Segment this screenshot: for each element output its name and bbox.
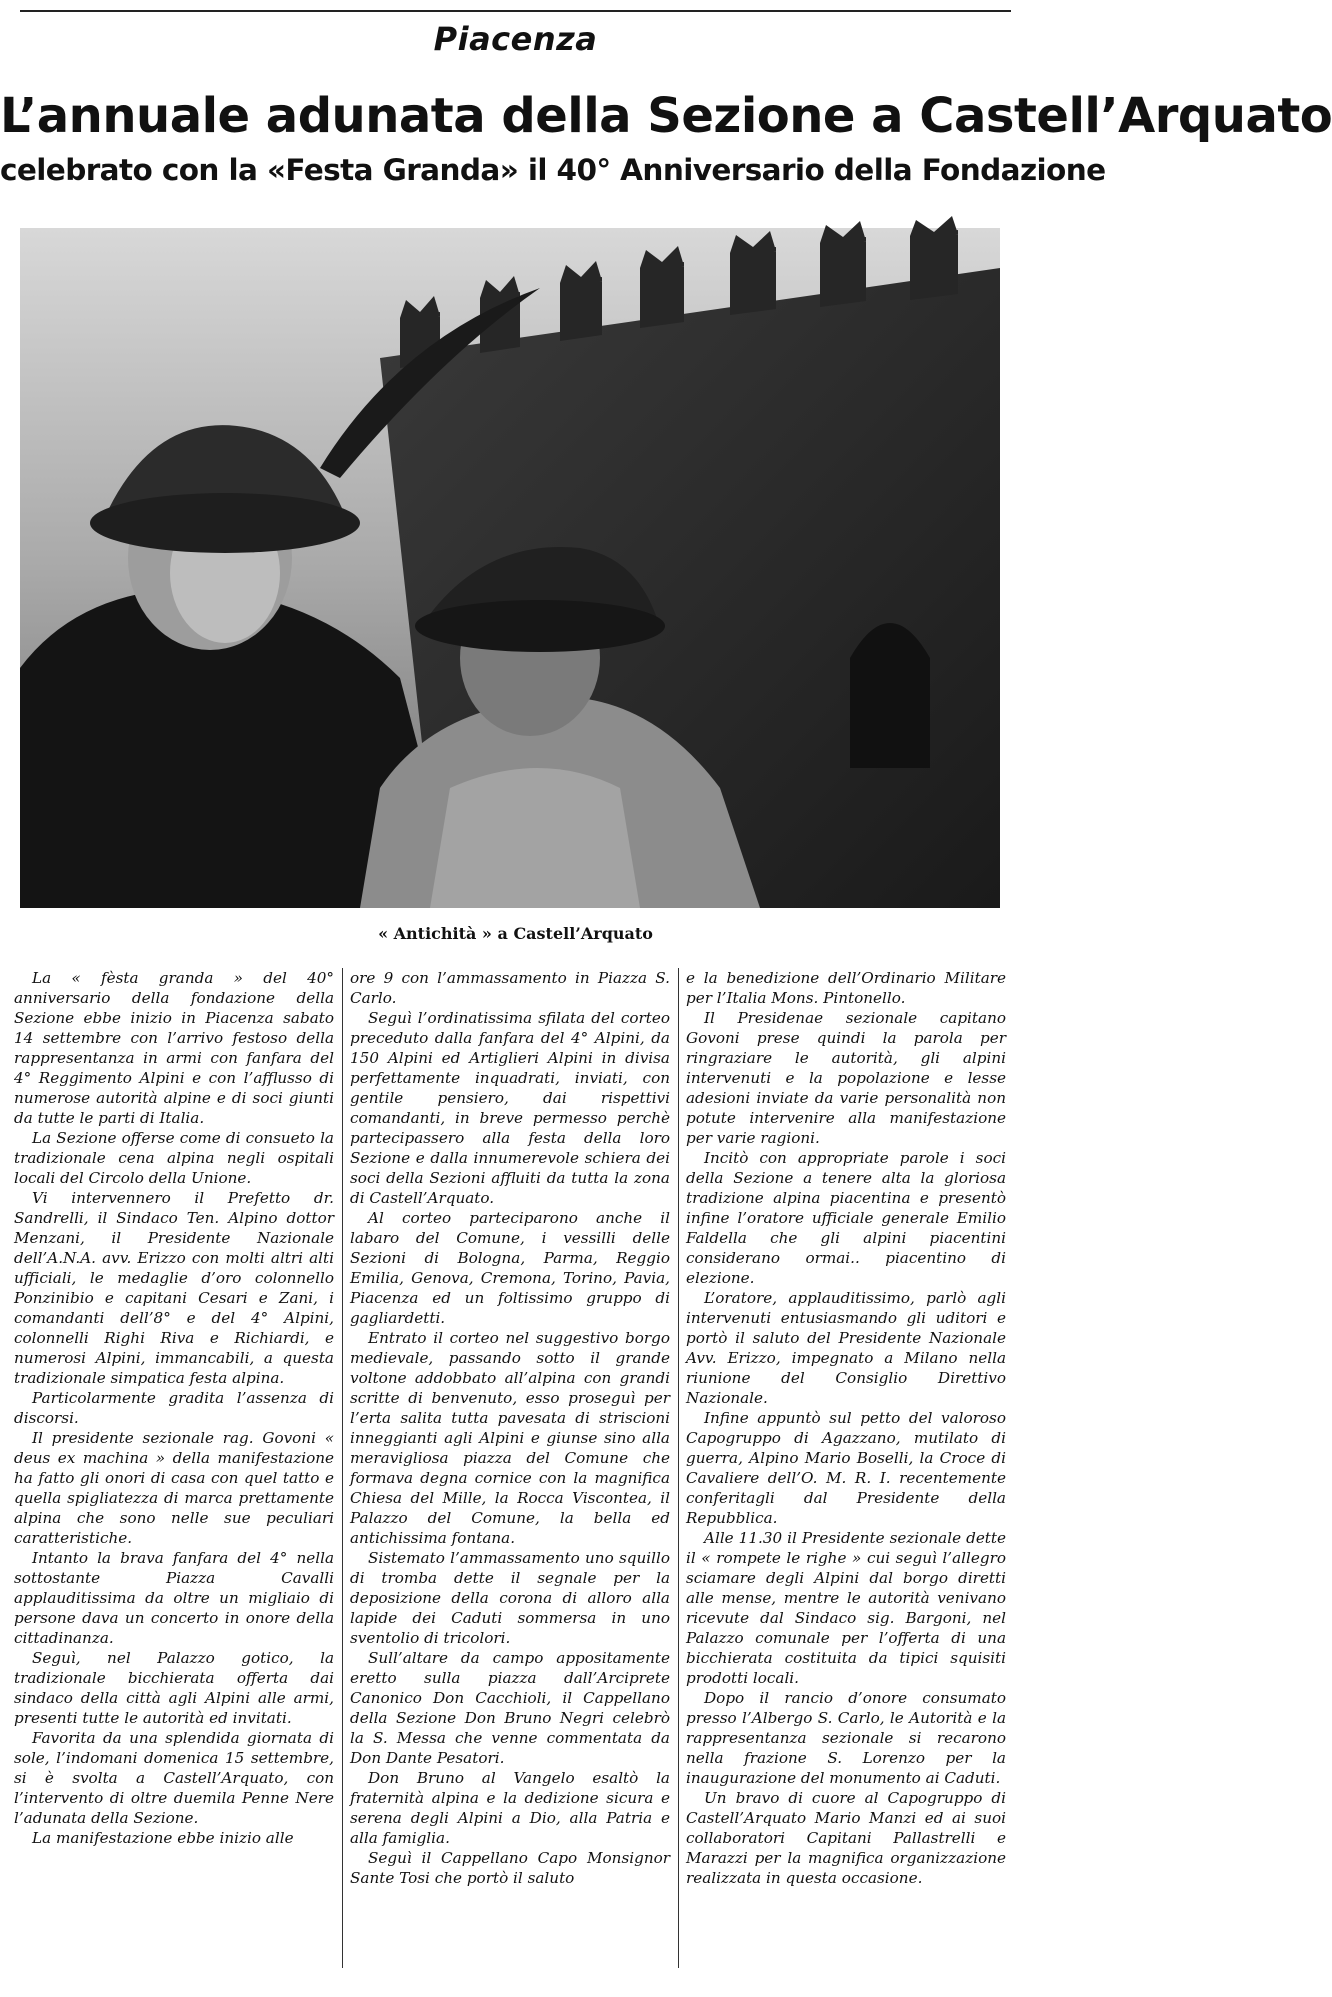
- paragraph: Al corteo parteciparono anche il labaro del Comune, i vessilli delle Sezioni di Bologna, Parma, Reggio Emilia, Genova, Cremona, Torino, Pavia, Piacenza ed un foltissimo gruppo di gagliardetti.: [350, 1209, 670, 1327]
- section-title: Piacenza: [433, 20, 598, 58]
- paragraph: Vi intervennero il Prefetto dr. Sandrelli, il Sindaco Ten. Alpino dottor Menzani, il Presidente Nazionale dell’A.N.A. avv. Erizzo con molti altri alti ufficiali, le medaglie d’oro colonnello Ponzinibio e capitani Cesari e Zani, i comandanti dell’8° e del 4° Alpini, colonnelli Righi Riva e Richiardi, e numerosi Alpini, immancabili, a questa tradizionale simpatica festa alpina.: [14, 1189, 334, 1387]
- paragraph: Intanto la brava fanfara del 4° nella sottostante Piazza Cavalli applauditissima da oltre un migliaio di persone dava un concerto in onore della cittadinanza.: [14, 1549, 334, 1647]
- paragraph: Il presidente sezionale rag. Govoni « deus ex machina » della manifestazione ha fatto gli onori di casa con quel tatto e quella spigliatezza di marca prettamente alpina che sono nelle sue peculiari caratteristiche.: [14, 1429, 334, 1547]
- article-column-1: [14, 968, 334, 1848]
- paragraph: Sull’altare da campo appositamente eretto sulla piazza dall’Arciprete Canonico Don Cacchioli, il Cappellano della Sezione Don Bruno Negri celebrò la S. Messa che venne commentata da Don Dante Pesatori.: [350, 1649, 670, 1767]
- paragraph: La Sezione offerse come di consueto la tradizionale cena alpina negli ospitali locali del Circolo della Unione.: [14, 1129, 334, 1187]
- paragraph: Seguì, nel Palazzo gotico, la tradizionale bicchierata offerta dai sindaco della città agli Alpini alle armi, presenti tutte le autorità ed invitati.: [14, 1649, 334, 1727]
- top-rule: [20, 10, 1011, 12]
- paragraph: Incitò con appropriate parole i soci della Sezione a tenere alta la gloriosa tradizione alpina piacentina e presentò infine l’oratore ufficiale generale Emilio Faldella che gli alpini piacentini considerano ormai.. piacentino di elezione.: [686, 1149, 1006, 1287]
- paragraph: e la benedizione dell’Ordinario Militare per l’Italia Mons. Pintonello.: [686, 969, 1006, 1007]
- paragraph: Dopo il rancio d’onore consumato presso l’Albergo S. Carlo, le Autorità e la rappresentanza sezionale si recarono nella frazione S. Lorenzo per la inaugurazione del monumento ai Caduti.: [686, 1689, 1006, 1787]
- article-photo: [20, 228, 1000, 908]
- paragraph: Particolarmente gradita l’assenza di discorsi.: [14, 1389, 334, 1427]
- paragraph: L’oratore, applauditissimo, parlò agli intervenuti entusiasmando gli uditori e portò il saluto del Presidente Nazionale Avv. Erizzo, impegnato a Milano nella riunione del Consiglio Direttivo Nazionale.: [686, 1289, 1006, 1407]
- paragraph: Sistemato l’ammassamento uno squillo di tromba dette il segnale per la deposizione della corona di alloro alla lapide dei Caduti sommersa in uno sventolio di tricolori.: [350, 1549, 670, 1647]
- headline: L’annuale adunata della Sezione a Castell’Arquato: [0, 88, 1332, 144]
- paragraph: La manifestazione ebbe inizio alle: [32, 1829, 294, 1847]
- paragraph: Infine appuntò sul petto del valoroso Capogruppo di Agazzano, mutilato di guerra, Alpino Mario Boselli, la Croce di Cavaliere dell’O. M. R. I. recentemente conferitagli dal Presidente della Repubblica.: [686, 1409, 1006, 1527]
- photo-alpini-icon: [20, 228, 1000, 908]
- paragraph: ore 9 con l’ammassamento in Piazza S. Carlo.: [350, 969, 670, 1007]
- paragraph: Il Presidenae sezionale capitano Govoni prese quindi la parola per ringraziare le autorità, gli alpini intervenuti e la popolazione e lesse adesioni inviate da varie personalità non potute intervenire alla manifestazione per varie ragioni.: [686, 1009, 1006, 1147]
- subheadline: celebrato con la «Festa Granda» il 40° Anniversario della Fondazione: [0, 153, 1106, 187]
- article-body: [14, 968, 1022, 1988]
- paragraph: Un bravo di cuore al Capogruppo di Castell’Arquato Mario Manzi ed ai suoi collaboratori Capitani Pallastrelli e Marazzi per la magnifica organizzazione realizzata in questa occasione.: [686, 1789, 1006, 1887]
- paragraph: Alle 11.30 il Presidente sezionale dette il « rompete le righe » cui seguì l’allegro sciamare degli Alpini dal borgo diretti alle mense, mentre le autorità venivano ricevute dal Sindaco sig. Bargoni, nel Palazzo comunale per l’offerta di una bicchierata costituita da tipici squisiti prodotti locali.: [686, 1529, 1006, 1687]
- column-divider: [342, 968, 343, 1968]
- paragraph: Favorita da una splendida giornata di sole, l’indomani domenica 15 settembre, si è svolta a Castell’Arquato, con l’intervento di oltre duemila Penne Nere l’adunata della Sezione.: [14, 1729, 334, 1827]
- column-divider: [678, 968, 679, 1968]
- paragraph: Seguì il Cappellano Capo Monsignor Sante Tosi che portò il saluto: [350, 1849, 670, 1887]
- article-column-3: [686, 968, 1006, 1888]
- photo-caption: « Antichità » a Castell’Arquato: [378, 924, 653, 943]
- paragraph: Seguì l’ordinatissima sfilata del corteo preceduto dalla fanfara del 4° Alpini, da 150 Alpini ed Artiglieri Alpini in divisa perfettamente inquadrati, inviati, con gentile pensiero, dai rispettivi comandanti, in breve permesso perchè partecipassero alla festa della loro Sezione e dalla innumerevole schiera dei soci della Sezioni affluiti da tutta la zona di Castell’Arquato.: [350, 1009, 670, 1207]
- paragraph: Entrato il corteo nel suggestivo borgo medievale, passando sotto il grande voltone addobbato all’alpina con grandi scritte di benvenuto, esso proseguì per l’erta salita tutta pavesata di striscioni inneggianti agli Alpini e giunse sino alla meravigliosa piazza del Comune che formava degna cornice con la magnifica Chiesa del Mille, la Rocca Viscontea, il Palazzo del Comune, la bella ed antichissima fontana.: [350, 1329, 670, 1547]
- paragraph: La « fèsta granda » del 40° anniversario della fondazione della Sezione ebbe inizio in Piacenza sabato 14 settembre con l’arrivo festoso della rappresentanza in armi con fanfara del 4° Reggimento Alpini e con l’afflusso di numerose autorità alpine e di soci giunti da tutte le parti di Italia.: [14, 969, 334, 1127]
- article-column-2: [350, 968, 670, 1888]
- paragraph: Don Bruno al Vangelo esaltò la fraternità alpina e la dedizione sicura e serena degli Alpini a Dio, alla Patria e alla famiglia.: [350, 1769, 670, 1847]
